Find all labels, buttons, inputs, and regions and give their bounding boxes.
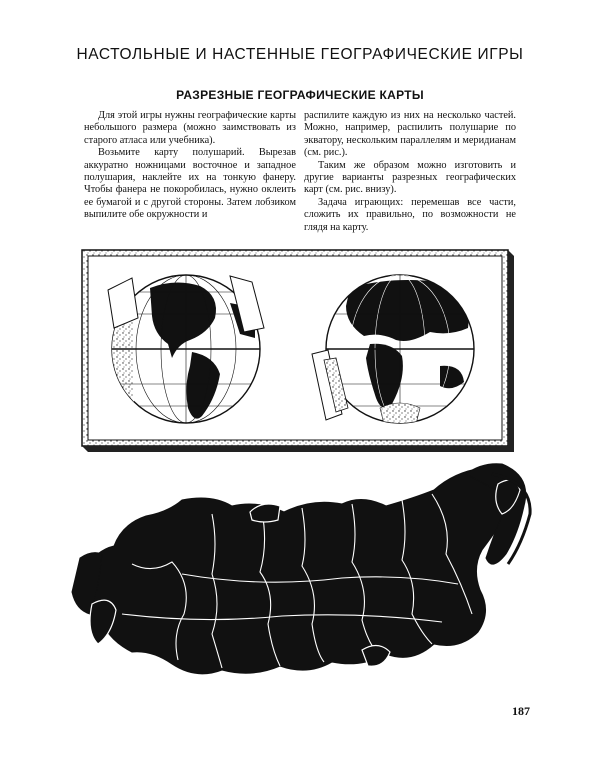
paragraph: Задача играющих: перемешав все части, сложить их правильно, по возможности не глядя на карту. — [304, 196, 516, 233]
page-title: НАСТОЛЬНЫЕ И НАСТЕННЫЕ ГЕОГРАФИЧЕСКИЕ ИГРЫ — [76, 46, 524, 63]
paragraph: Таким же образом можно изготовить и другие варианты разрезных географических карт (см. рис. внизу). — [304, 159, 516, 196]
section-title: РАЗРЕЗНЫЕ ГЕОГРАФИЧЕСКИЕ КАРТЫ — [176, 88, 424, 102]
regions-puzzle-map-illustration — [62, 454, 538, 696]
paragraph: Для этой игры нужны географические карты небольшого размера (можно заимствовать из старого атласа или учебника). — [84, 110, 296, 146]
text-column-right — [304, 110, 516, 234]
text-column-left — [84, 110, 296, 222]
paragraph: распилите каждую из них на несколько частей. Можно, например, распилить полушарие по экватору, нескольким параллелям и меридианам (см. рис.). — [304, 110, 516, 159]
paragraph: Возьмите карту полушарий. Вырезав аккуратно ножницами восточное и западное полушария, наклейте их на тонкую фанеру. Чтобы фанера не покоробилась, нужно оклеить ее бумагой и с другой стороны. Затем лобзиком выпилите обе окружности и — [84, 147, 296, 221]
page-number: 187 — [512, 704, 530, 718]
hemispheres-board-illustration — [80, 248, 516, 454]
